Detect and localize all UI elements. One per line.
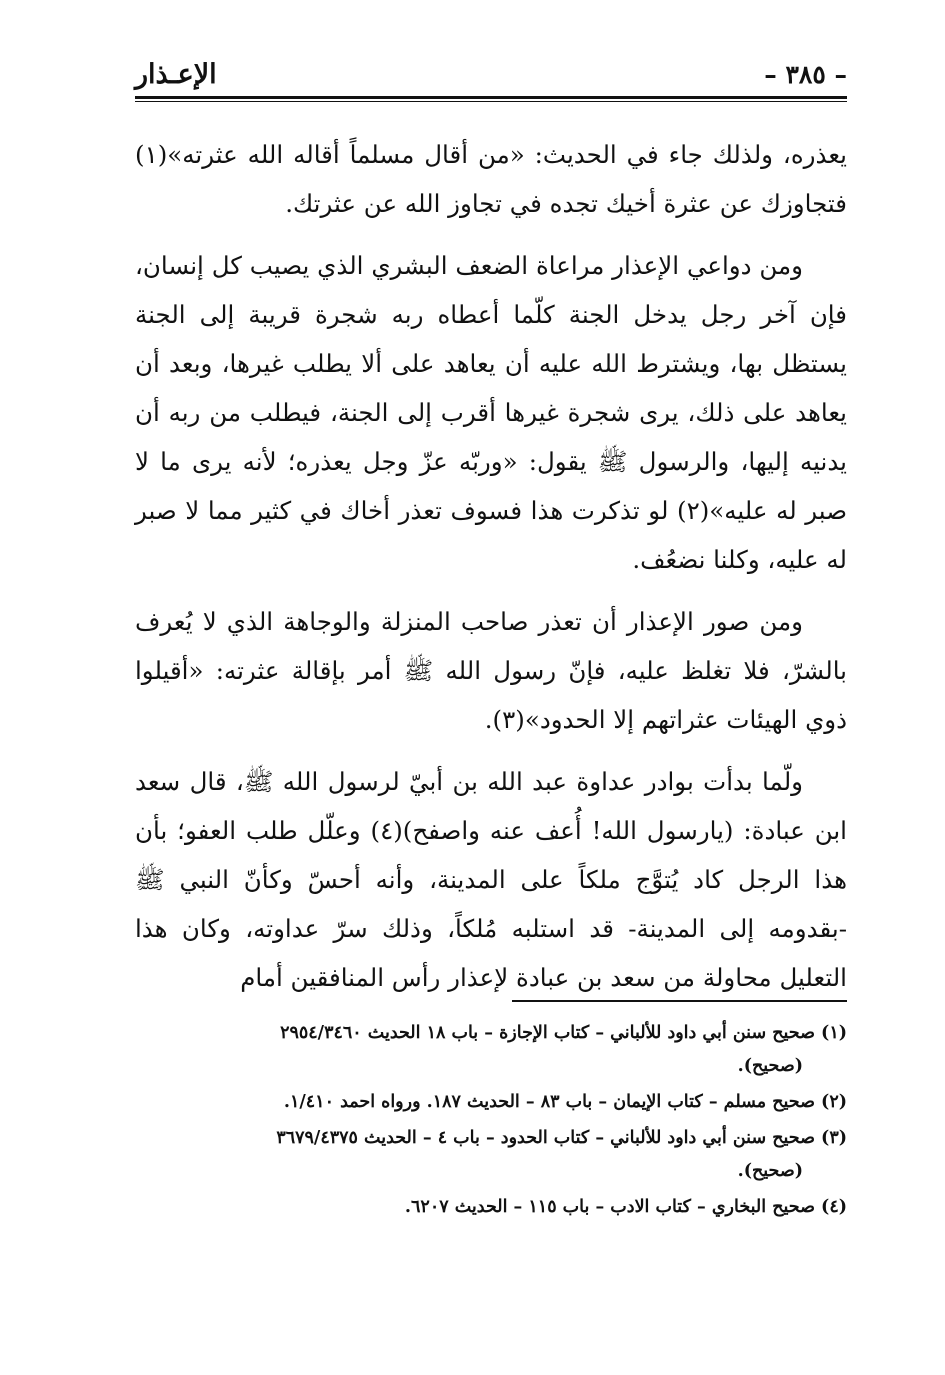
header-rule <box>135 96 847 102</box>
footnote-3 <box>135 1122 847 1188</box>
footnote-1-grade: (صحيح). <box>737 1056 803 1076</box>
paragraph-2: ومن دواعي الإعذار مراعاة الضعف البشري الذي يصيب كل إنسان، فإن آخر رجل يدخل الجنة كلّما أعطاه ربه شجرة قريبة إلى الجنة يستظل بها، ويشترط الله عليه أن يعاهد على ألا يطلب غيرها، وبعد أن يعاهد على ذلك، يرى شجرة غيرها أقرب إلى الجنة، فيطلب من ربه أن يدنيه إليها، والرسول ﷺ يقول: «وربّه عزّ وجل يعذره؛ لأنه يرى ما لا صبر له عليه»(٢) لو تذكرت هذا فسوف تعذر أخاك في كثير مما لا صبر له عليه، وكلنا نضعُف. <box>135 251 847 574</box>
body-text <box>135 130 847 1015</box>
paragraph-4: ولّما بدأت بوادر عداوة عبد الله بن أبيّ لرسول الله ﷺ، قال سعد ابن عبادة: (يارسول الله! أُعف عنه واصفح)(٤) وعلّل طلب العفو؛ بأن هذا الرجل كاد يُتوَّج ملكاً على المدينة، وأنه أحسّ وكأنّ النبي ﷺ -بقدومه إلى المدينة- قد استلبه مُلكاً، وذلك سرّ عداوته، وكان هذا التعليل محاولة من سعد بن عبادة لإعذار رأس المنافقين أمام <box>135 767 847 992</box>
footnote-1 <box>135 1017 847 1083</box>
page-number: – ٣٨٥ – <box>764 59 847 89</box>
chapter-title: الإعـذار <box>135 58 217 90</box>
paragraph-3: ومن صور الإعذار أن تعذر صاحب المنزلة والوجاهة الذي لا يُعرف بالشرّ، فلا تغلظ عليه، فإنّ رسول الله ﷺ أمر بإقالة عثرته: «أقيلوا ذوي الهيئات عثراتهم إلا الحدود»(٣). <box>135 607 847 734</box>
running-header <box>135 52 847 96</box>
paragraph-1: يعذره، ولذلك جاء في الحديث: «من أقال مسلماً أقاله الله عثرته»(١) فتجاوزك عن عثرة أخيك تجده في تجاوز الله عن عثرتك. <box>135 140 847 218</box>
footnote-4 <box>135 1191 847 1224</box>
footnote-4-text: (٤) صحيح البخاري – كتاب الادب – باب ١١٥ – الحديث ٦٢٠٧. <box>404 1197 847 1217</box>
footnote-2-text: (٢) صحيح مسلم – كتاب الإيمان – باب ٨٣ – الحديث ١٨٧. ورواه احمد ١/٤١٠. <box>283 1092 847 1112</box>
footnotes <box>135 1017 847 1227</box>
footnote-3-grade: (صحيح). <box>737 1161 803 1181</box>
footnote-3-text: (٣) صحيح سنن أبي داود للألباني – كتاب الحدود – باب ٤ – الحديث ٣٦٧٩/٤٣٧٥ <box>276 1128 847 1148</box>
footnote-2 <box>135 1086 847 1119</box>
footnote-1-text: (١) صحيح سنن أبي داود للألباني – كتاب الإجازة – باب ١٨ الحديث ٢٩٥٤/٣٤٦٠ <box>280 1023 847 1043</box>
footnote-separator <box>512 1000 847 1002</box>
